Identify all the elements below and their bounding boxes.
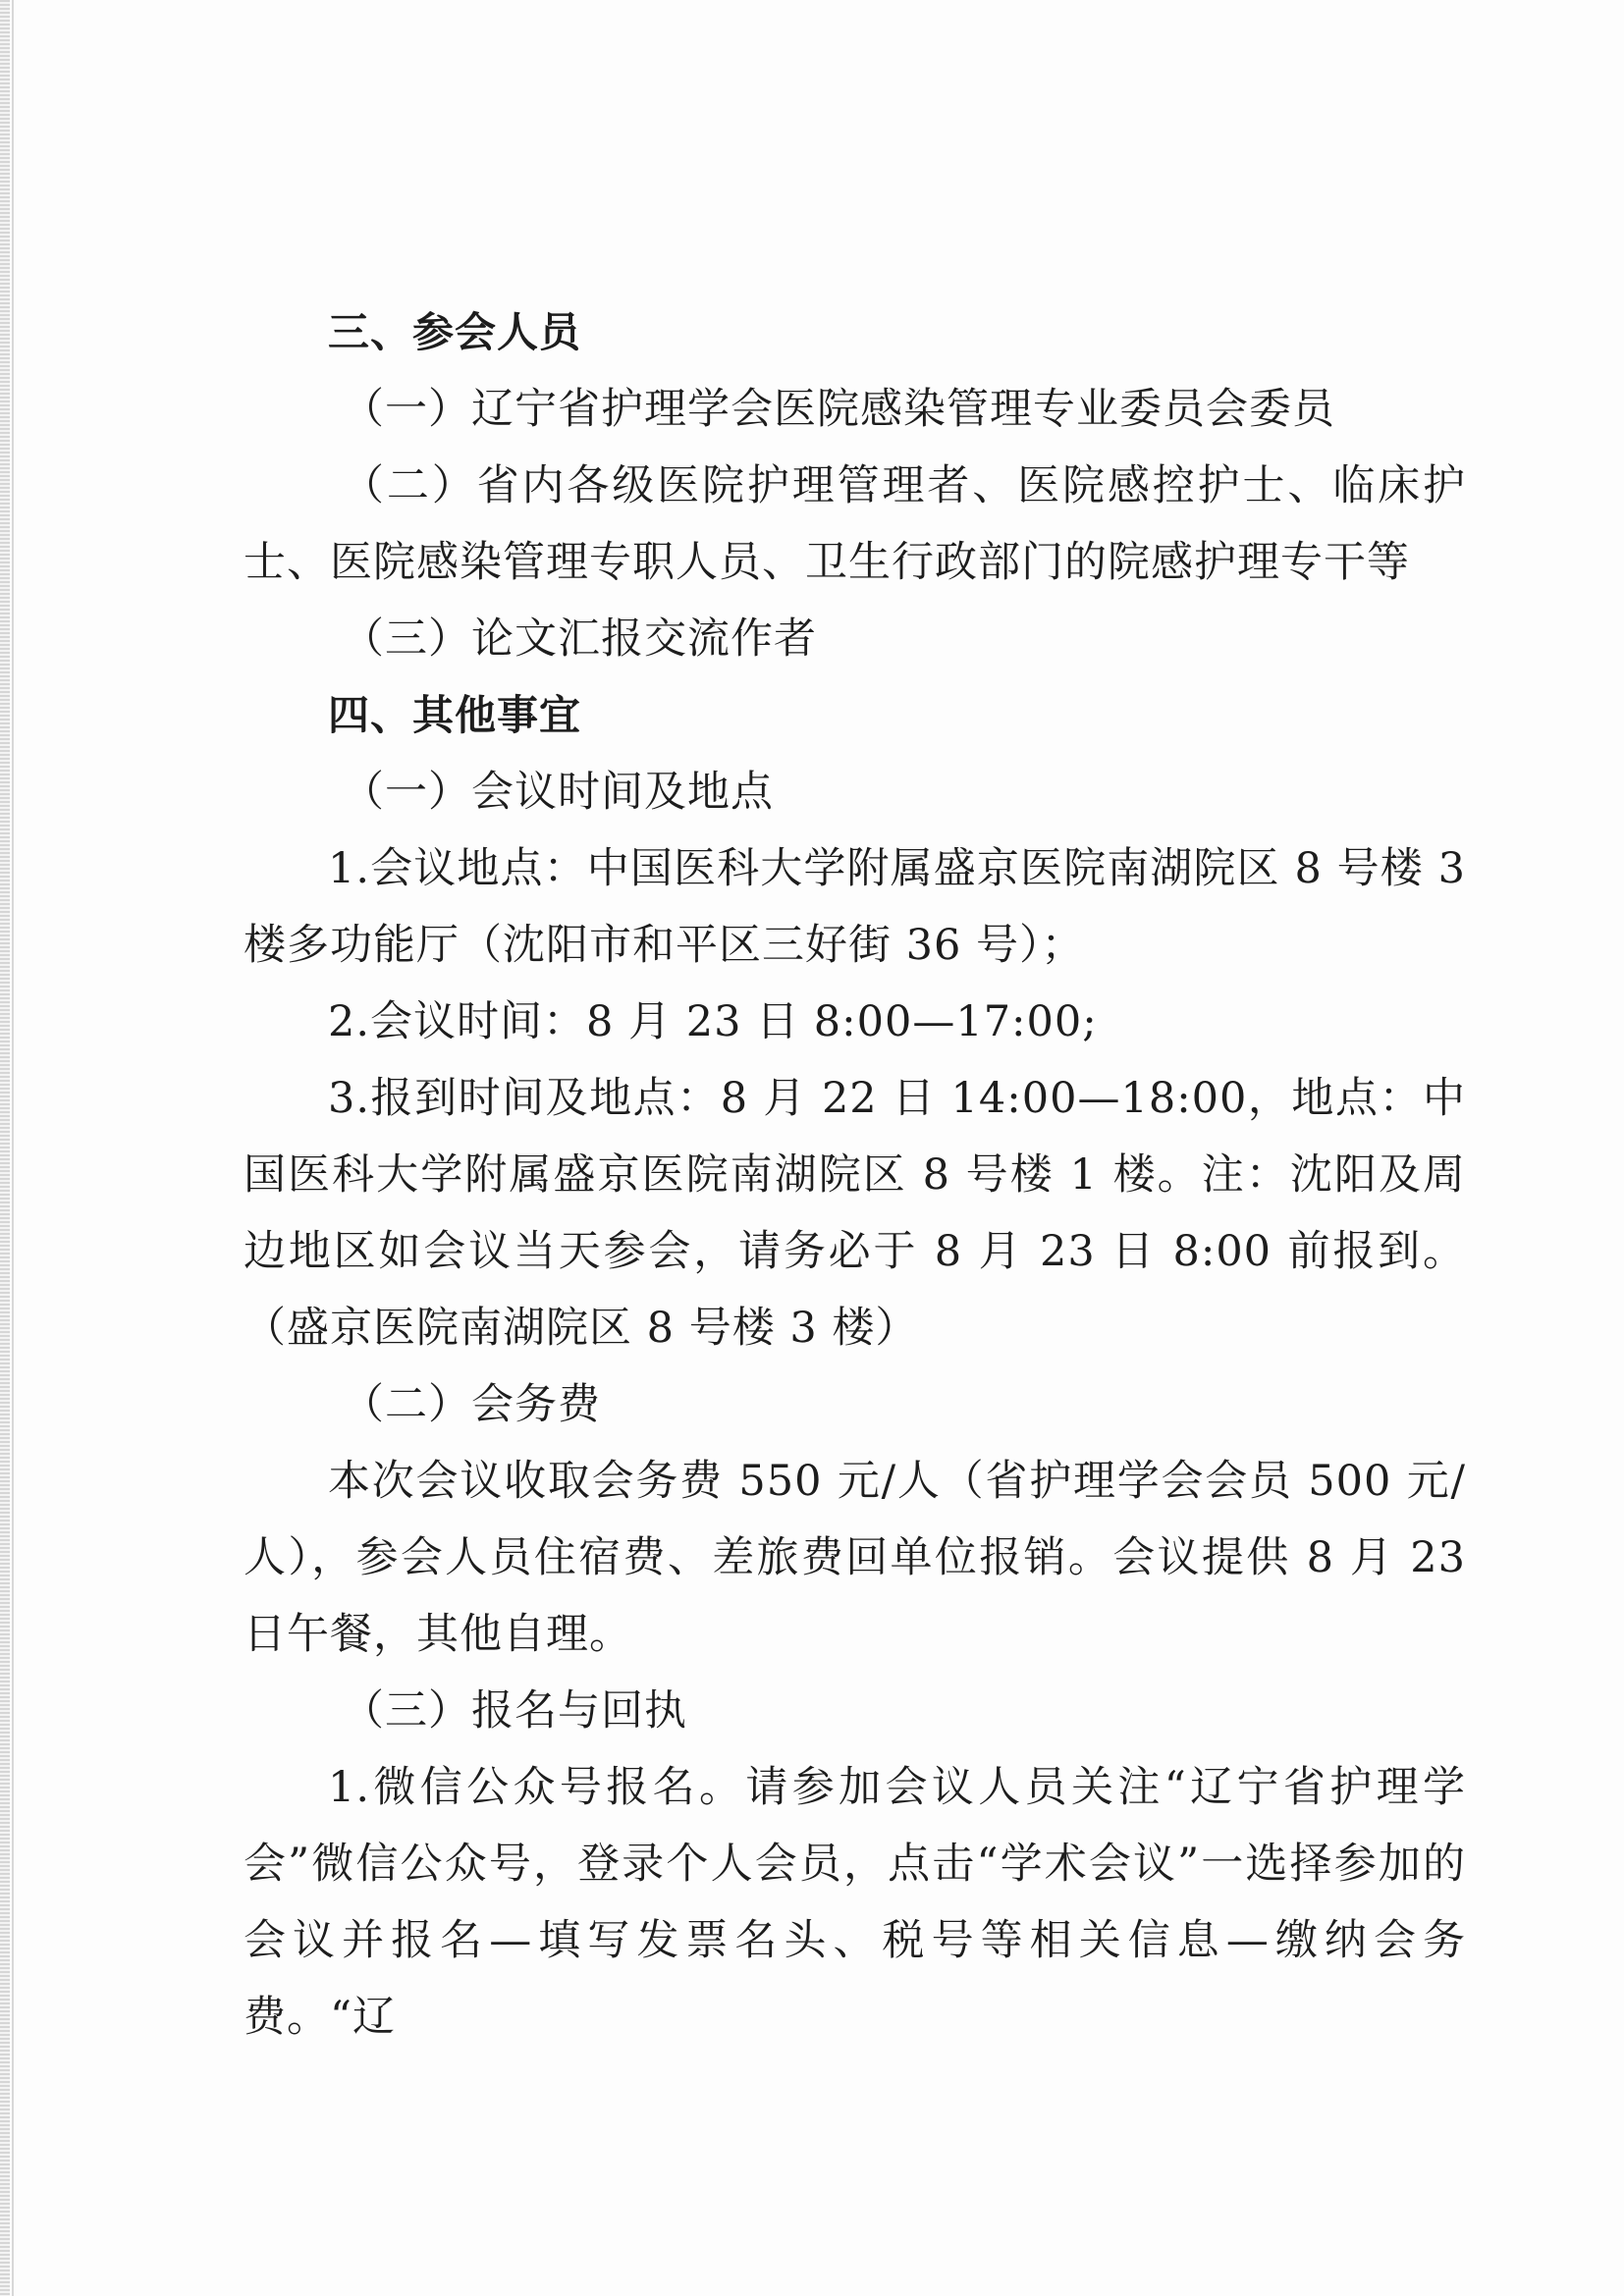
venue-paragraph: 1.会议地点：中国医科大学附属盛京医院南湖院区 8 号楼 3 楼多功能厅（沈阳市和平区三好街 36 号）； <box>244 844 1466 970</box>
subheading-signup-and-receipt: （三）报名与回执 <box>342 1686 687 1735</box>
document-body <box>244 294 1466 2056</box>
section-heading-participants: 三、参会人员 <box>328 308 582 356</box>
scan-edge-strip <box>0 0 10 2296</box>
participants-item-1: （一）辽宁省护理学会医院感染管理专业委员会委员 <box>342 385 1335 434</box>
scan-edge-line <box>12 0 14 2296</box>
participants-item-3: （三）论文汇报交流作者 <box>342 614 817 664</box>
subheading-time-and-venue: （一）会议时间及地点 <box>342 768 774 817</box>
fees-paragraph: 本次会议收取会务费 550 元/人（省护理学会会员 500 元/人），参会人员住宿费、差旅费回单位报销。会议提供 8 月 23 日午餐，其他自理。 <box>244 1457 1466 1659</box>
wechat-signup-paragraph: 1.微信公众号报名。请参加会议人员关注“辽宁省护理学会”微信公众号，登录个人会员，点击“学术会议”一选择参加的会议并报名—填写发票名头、税号等相关信息—缴纳会务费。“辽 <box>244 1763 1466 2042</box>
registration-paragraph: 3.报到时间及地点：8 月 22 日 14:00—18:00，地点：中国医科大学附属盛京医院南湖院区 8 号楼 1 楼。注：沈阳及周边地区如会议当天参会，请务必于 8 月 23 日 8:00 前报到。（盛京医院南湖院区 8 号楼 3 楼） <box>244 1074 1466 1353</box>
time-paragraph: 2.会议时间：8 月 23 日 8:00—17:00; <box>328 997 1098 1046</box>
participants-item-2: （二）省内各级医院护理管理者、医院感控护士、临床护士、医院感染管理专职人员、卫生行政部门的院感护理专干等 <box>244 461 1466 587</box>
subheading-fees: （二）会务费 <box>342 1380 601 1429</box>
section-heading-other-matters: 四、其他事宜 <box>328 691 582 739</box>
